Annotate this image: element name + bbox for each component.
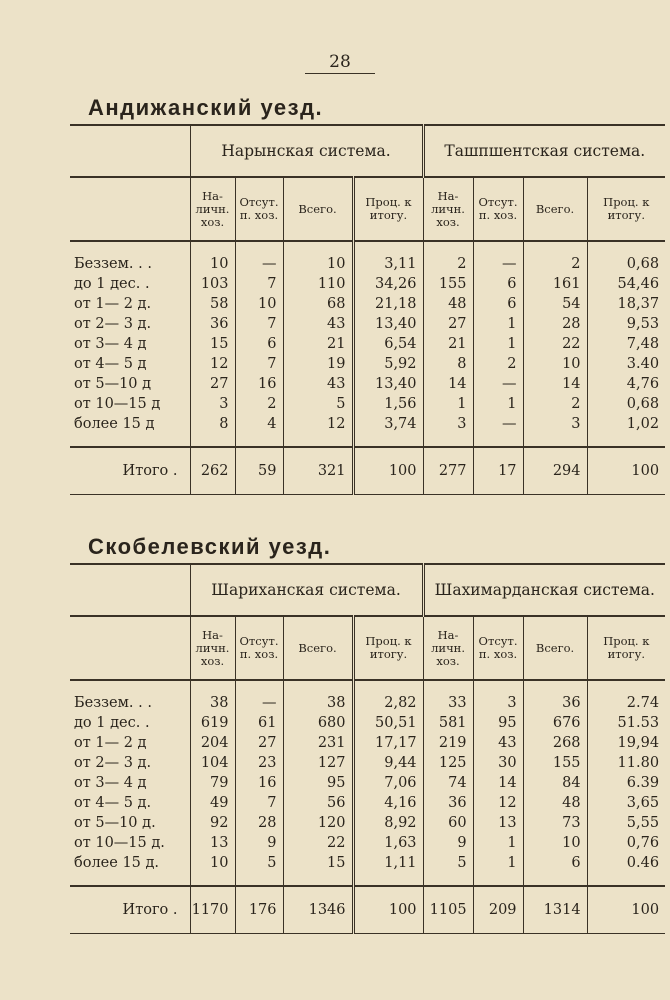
present-count-cell: 49 (190, 793, 235, 813)
system-right-title: Ташпшентская система. (423, 125, 665, 177)
total-count-cell: 56 (283, 793, 353, 813)
total-count-cell: 54 (523, 294, 587, 314)
section-title-skobelev: Скобелевский уезд. (88, 534, 332, 559)
page-number-rule (305, 73, 375, 74)
table-row (70, 354, 665, 374)
percent-cell: 0,68 (587, 394, 665, 414)
total-count-cell: 155 (523, 753, 587, 773)
absent-count-cell: 1 (473, 314, 523, 334)
spacer-cell (587, 680, 665, 693)
spacer-cell (473, 241, 523, 254)
total-count-cell: 38 (283, 693, 353, 713)
spacer-cell (235, 680, 283, 693)
total-count-cell: 10 (523, 354, 587, 374)
spacer-cell (353, 680, 423, 693)
spacer-cell (235, 434, 283, 447)
percent-cell: 100 (587, 886, 665, 934)
table-row (70, 773, 665, 793)
present-count-cell: 619 (190, 713, 235, 733)
column-header-blank (70, 616, 190, 680)
total-count-cell: 14 (523, 374, 587, 394)
total-count-cell: 161 (523, 274, 587, 294)
absent-count-cell: 17 (473, 447, 523, 495)
present-count-cell: 277 (423, 447, 473, 495)
row-label: Беззем. . . (74, 695, 152, 711)
column-header-present-count: На-личн. хоз. (423, 616, 473, 680)
spacer-cell (190, 873, 235, 886)
row-label: Итого . (70, 447, 190, 495)
percent-cell: 4,16 (353, 793, 423, 813)
header-blank (70, 564, 190, 616)
spacer-cell (523, 434, 587, 447)
percent-cell: 2.74 (587, 693, 665, 713)
present-count-cell: 5 (423, 853, 473, 873)
absent-count-cell: 6 (473, 294, 523, 314)
table-row (70, 853, 665, 873)
absent-count-cell: 9 (235, 833, 283, 853)
percent-cell: 6.39 (587, 773, 665, 793)
absent-count-cell: 23 (235, 753, 283, 773)
total-count-cell: 12 (283, 414, 353, 434)
total-count-cell: 676 (523, 713, 587, 733)
absent-count-cell: 10 (235, 294, 283, 314)
absent-count-cell: 7 (235, 354, 283, 374)
absent-count-cell: 209 (473, 886, 523, 934)
percent-cell: 54,46 (587, 274, 665, 294)
spacer-cell (423, 434, 473, 447)
row-label: от 2— 3 д. (74, 316, 152, 332)
table-row (70, 374, 665, 394)
table-row (70, 414, 665, 434)
total-count-cell: 73 (523, 813, 587, 833)
percent-cell: 8,92 (353, 813, 423, 833)
present-count-cell: 92 (190, 813, 235, 833)
present-count-cell: 581 (423, 713, 473, 733)
percent-cell: 1,11 (353, 853, 423, 873)
total-count-cell: 15 (283, 853, 353, 873)
percent-cell: 9,44 (353, 753, 423, 773)
present-count-cell: 9 (423, 833, 473, 853)
total-count-cell: 43 (283, 374, 353, 394)
total-count-cell: 84 (523, 773, 587, 793)
row-label: от 5—10 д (74, 376, 152, 392)
total-count-cell: 231 (283, 733, 353, 753)
present-count-cell: 3 (190, 394, 235, 414)
column-header-total-count: Всего. (283, 616, 353, 680)
present-count-cell: 38 (190, 693, 235, 713)
percent-cell: 100 (353, 886, 423, 934)
total-count-cell: 5 (283, 394, 353, 414)
system-right-title: Шахимарданская система. (423, 564, 665, 616)
row-label: более 15 д. (74, 855, 160, 871)
total-count-cell: 110 (283, 274, 353, 294)
present-count-cell: 103 (190, 274, 235, 294)
spacer-cell (523, 873, 587, 886)
table-row (70, 753, 665, 773)
present-count-cell: 10 (190, 853, 235, 873)
total-count-cell: 294 (523, 447, 587, 495)
table-row (70, 833, 665, 853)
total-count-cell: 95 (283, 773, 353, 793)
absent-count-cell: 13 (473, 813, 523, 833)
percent-cell: 1,56 (353, 394, 423, 414)
percent-cell: 5,55 (587, 813, 665, 833)
spacer-cell (235, 241, 283, 254)
absent-count-cell: 14 (473, 773, 523, 793)
row-label: до 1 дес. . (74, 715, 150, 731)
skobelev-table (70, 563, 665, 934)
table-row (70, 713, 665, 733)
row-label: от 5—10 д. (74, 815, 156, 831)
percent-cell: 0.46 (587, 853, 665, 873)
absent-count-cell: 30 (473, 753, 523, 773)
spacer-cell (190, 434, 235, 447)
table-row (70, 394, 665, 414)
absent-count-cell: 2 (235, 394, 283, 414)
spacer-cell (423, 680, 473, 693)
spacer-cell (523, 680, 587, 693)
row-label: Беззем. . . (74, 256, 152, 272)
spacer-cell (473, 680, 523, 693)
row-label: от 10—15 д (74, 396, 161, 412)
row-label: Итого . (70, 886, 190, 934)
spacer-cell (70, 680, 190, 693)
percent-cell: 21,18 (353, 294, 423, 314)
header-blank (70, 125, 190, 177)
total-count-cell: 321 (283, 447, 353, 495)
present-count-cell: 79 (190, 773, 235, 793)
spacer-cell (70, 873, 190, 886)
spacer-cell (423, 873, 473, 886)
absent-count-cell: 95 (473, 713, 523, 733)
present-count-cell: 36 (190, 314, 235, 334)
column-header-absent-count: Отсут. п. хоз. (235, 616, 283, 680)
table-row (70, 334, 665, 354)
absent-count-cell: — (473, 254, 523, 274)
percent-cell: 100 (353, 447, 423, 495)
row-label: от 2— 3 д. (74, 755, 152, 771)
absent-count-cell: 1 (473, 394, 523, 414)
percent-cell: 11.80 (587, 753, 665, 773)
absent-count-cell: 16 (235, 374, 283, 394)
total-count-cell: 21 (283, 334, 353, 354)
absent-count-cell: 61 (235, 713, 283, 733)
percent-cell: 100 (587, 447, 665, 495)
present-count-cell: 204 (190, 733, 235, 753)
percent-cell: 17,17 (353, 733, 423, 753)
present-count-cell: 15 (190, 334, 235, 354)
present-count-cell: 8 (190, 414, 235, 434)
present-count-cell: 1170 (190, 886, 235, 934)
total-count-cell: 120 (283, 813, 353, 833)
present-count-cell: 74 (423, 773, 473, 793)
total-count-cell: 43 (283, 314, 353, 334)
table-row (70, 733, 665, 753)
column-header-present-count: На-личн. хоз. (423, 177, 473, 241)
absent-count-cell: 7 (235, 314, 283, 334)
table-row (70, 693, 665, 713)
present-count-cell: 21 (423, 334, 473, 354)
present-count-cell: 33 (423, 693, 473, 713)
table-row (70, 294, 665, 314)
total-count-cell: 127 (283, 753, 353, 773)
spacer-cell (283, 241, 353, 254)
column-header-total-count: Всего. (523, 177, 587, 241)
system-left-title: Нарынская система. (190, 125, 423, 177)
percent-cell: 0,76 (587, 833, 665, 853)
table-row (70, 314, 665, 334)
spacer-cell (283, 434, 353, 447)
spacer-cell (283, 680, 353, 693)
row-label: более 15 д (74, 416, 155, 432)
percent-cell: 3.40 (587, 354, 665, 374)
column-header-row (70, 177, 665, 241)
column-header-present-count: На-личн. хоз. (190, 177, 235, 241)
spacer-cell (353, 241, 423, 254)
present-count-cell: 48 (423, 294, 473, 314)
present-count-cell: 262 (190, 447, 235, 495)
present-count-cell: 60 (423, 813, 473, 833)
spacer-cell (423, 241, 473, 254)
percent-cell: 7,06 (353, 773, 423, 793)
percent-cell: 51.53 (587, 713, 665, 733)
column-header-percent: Проц. к итогу. (353, 177, 423, 241)
system-left-title: Шариханская система. (190, 564, 423, 616)
column-header-absent-count: Отсут. п. хоз. (235, 177, 283, 241)
present-count-cell: 12 (190, 354, 235, 374)
percent-cell: 1,02 (587, 414, 665, 434)
total-count-cell: 2 (523, 254, 587, 274)
absent-count-cell: 7 (235, 793, 283, 813)
spacer-cell (473, 434, 523, 447)
percent-cell: 4,76 (587, 374, 665, 394)
percent-cell: 3,74 (353, 414, 423, 434)
total-count-cell: 22 (523, 334, 587, 354)
percent-cell: 13,40 (353, 374, 423, 394)
row-label: от 1— 2 д. (74, 296, 152, 312)
absent-count-cell: 7 (235, 274, 283, 294)
total-count-cell: 268 (523, 733, 587, 753)
spacer-row (70, 873, 665, 886)
absent-count-cell: — (235, 254, 283, 274)
total-count-cell: 1346 (283, 886, 353, 934)
present-count-cell: 58 (190, 294, 235, 314)
absent-count-cell: 2 (473, 354, 523, 374)
percent-cell: 5,92 (353, 354, 423, 374)
column-header-row (70, 616, 665, 680)
absent-count-cell: — (473, 374, 523, 394)
percent-cell: 7,48 (587, 334, 665, 354)
present-count-cell: 36 (423, 793, 473, 813)
present-count-cell: 27 (190, 374, 235, 394)
present-count-cell: 104 (190, 753, 235, 773)
absent-count-cell: 28 (235, 813, 283, 833)
present-count-cell: 8 (423, 354, 473, 374)
percent-cell: 34,26 (353, 274, 423, 294)
table-row (70, 793, 665, 813)
absent-count-cell: 59 (235, 447, 283, 495)
spacer-cell (70, 241, 190, 254)
spacer-cell (353, 873, 423, 886)
row-label: до 1 дес. . (74, 276, 150, 292)
row-label: от 4— 5 д (74, 356, 147, 372)
column-header-percent: Проц. к итогу. (353, 616, 423, 680)
absent-count-cell: — (235, 693, 283, 713)
present-count-cell: 10 (190, 254, 235, 274)
spacer-cell (523, 241, 587, 254)
spacer-cell (70, 434, 190, 447)
spacer-row (70, 680, 665, 693)
present-count-cell: 219 (423, 733, 473, 753)
total-count-cell: 36 (523, 693, 587, 713)
absent-count-cell: 12 (473, 793, 523, 813)
absent-count-cell: 5 (235, 853, 283, 873)
percent-cell: 3,65 (587, 793, 665, 813)
percent-cell: 2,82 (353, 693, 423, 713)
present-count-cell: 14 (423, 374, 473, 394)
row-label: от 4— 5 д. (74, 795, 152, 811)
percent-cell: 0,68 (587, 254, 665, 274)
total-count-cell: 3 (523, 414, 587, 434)
spacer-cell (587, 241, 665, 254)
present-count-cell: 2 (423, 254, 473, 274)
absent-count-cell: 3 (473, 693, 523, 713)
absent-count-cell: 27 (235, 733, 283, 753)
total-count-cell: 1314 (523, 886, 587, 934)
spacer-row (70, 434, 665, 447)
absent-count-cell: 1 (473, 853, 523, 873)
spacer-cell (587, 434, 665, 447)
total-count-cell: 10 (523, 833, 587, 853)
column-header-absent-count: Отсут. п. хоз. (473, 177, 523, 241)
column-header-total-count: Всего. (523, 616, 587, 680)
total-count-cell: 19 (283, 354, 353, 374)
absent-count-cell: 6 (473, 274, 523, 294)
row-label: от 10—15 д. (74, 835, 165, 851)
page-number: 28 (329, 52, 351, 72)
present-count-cell: 27 (423, 314, 473, 334)
absent-count-cell: 176 (235, 886, 283, 934)
spacer-cell (283, 873, 353, 886)
present-count-cell: 1 (423, 394, 473, 414)
absent-count-cell: 6 (235, 334, 283, 354)
percent-cell: 1,63 (353, 833, 423, 853)
row-label: от 3— 4 д (74, 336, 147, 352)
spacer-cell (235, 873, 283, 886)
column-header-absent-count: Отсут. п. хоз. (473, 616, 523, 680)
percent-cell: 6,54 (353, 334, 423, 354)
present-count-cell: 1105 (423, 886, 473, 934)
total-count-cell: 10 (283, 254, 353, 274)
present-count-cell: 3 (423, 414, 473, 434)
percent-cell: 19,94 (587, 733, 665, 753)
spacer-cell (473, 873, 523, 886)
percent-cell: 50,51 (353, 713, 423, 733)
column-header-percent: Проц. к итогу. (587, 177, 665, 241)
row-label: от 3— 4 д (74, 775, 147, 791)
column-header-blank (70, 177, 190, 241)
absent-count-cell: 16 (235, 773, 283, 793)
total-count-cell: 22 (283, 833, 353, 853)
table-row (70, 274, 665, 294)
column-header-present-count: На-личн. хоз. (190, 616, 235, 680)
row-label: от 1— 2 д (74, 735, 147, 751)
spacer-cell (353, 434, 423, 447)
total-count-cell: 680 (283, 713, 353, 733)
total-count-cell: 68 (283, 294, 353, 314)
absent-count-cell: 1 (473, 833, 523, 853)
system-header-row (70, 564, 665, 616)
percent-cell: 3,11 (353, 254, 423, 274)
present-count-cell: 13 (190, 833, 235, 853)
present-count-cell: 155 (423, 274, 473, 294)
total-count-cell: 2 (523, 394, 587, 414)
percent-cell: 18,37 (587, 294, 665, 314)
table-row (70, 254, 665, 274)
section-title-andijan: Андижанский уезд. (88, 95, 324, 120)
andijan-table (70, 124, 665, 495)
table-row (70, 813, 665, 833)
column-header-total-count: Всего. (283, 177, 353, 241)
absent-count-cell: 43 (473, 733, 523, 753)
total-count-cell: 6 (523, 853, 587, 873)
absent-count-cell: — (473, 414, 523, 434)
system-header-row (70, 125, 665, 177)
absent-count-cell: 1 (473, 334, 523, 354)
column-header-percent: Проц. к итогу. (587, 616, 665, 680)
absent-count-cell: 4 (235, 414, 283, 434)
spacer-cell (587, 873, 665, 886)
total-count-cell: 28 (523, 314, 587, 334)
spacer-row (70, 241, 665, 254)
total-row (70, 447, 665, 495)
spacer-cell (190, 680, 235, 693)
total-row (70, 886, 665, 934)
percent-cell: 9,53 (587, 314, 665, 334)
total-count-cell: 48 (523, 793, 587, 813)
spacer-cell (190, 241, 235, 254)
percent-cell: 13,40 (353, 314, 423, 334)
present-count-cell: 125 (423, 753, 473, 773)
